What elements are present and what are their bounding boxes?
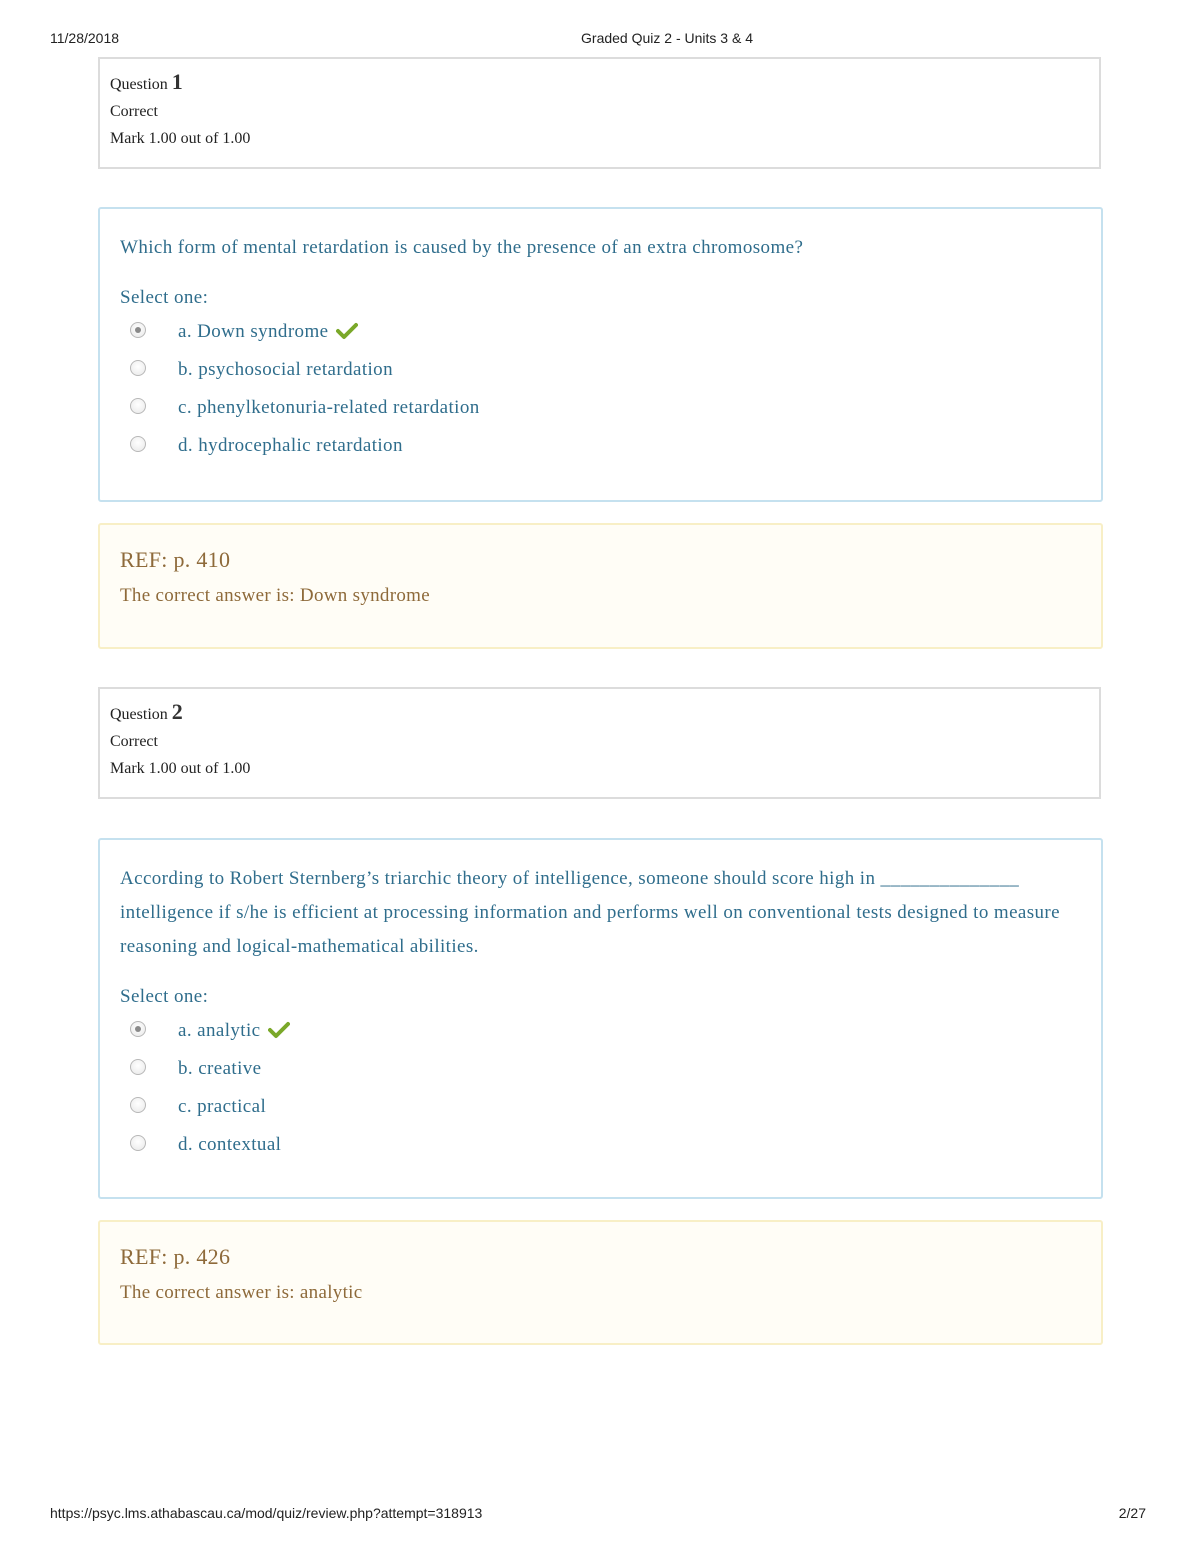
radio-button[interactable] — [130, 1097, 146, 1113]
correct-answer-text: The correct answer is: analytic — [120, 1282, 363, 1303]
answer-option[interactable] — [120, 313, 1081, 351]
radio-button-selected[interactable] — [130, 1021, 146, 1037]
feedback-reference: REF: p. 410 — [120, 547, 231, 572]
answer-option[interactable] — [120, 1012, 1081, 1050]
check-icon — [268, 1021, 290, 1039]
feedback-box-2 — [98, 1220, 1103, 1345]
select-prompt: Select one: — [120, 986, 209, 1007]
question-number: 1 — [171, 69, 183, 94]
print-header — [0, 30, 1200, 50]
radio-button[interactable] — [130, 398, 146, 414]
radio-button[interactable] — [130, 1135, 146, 1151]
answer-option[interactable] — [120, 351, 1081, 389]
question-label: Question — [110, 76, 168, 93]
select-prompt: Select one: — [120, 287, 209, 308]
print-url: https://psyc.lms.athabascau.ca/mod/quiz/review.php?attempt=318913 — [50, 1505, 483, 1521]
page-number: 2/27 — [1118, 1505, 1146, 1521]
question-text: According to Robert Sternberg’s triarchic theory of intelligence, someone should score high in ______________ intelligence if s/he is efficient at processing information and performs well on conventional tests designed to measure reasoning and logical-mathematical abilities. — [120, 868, 1060, 957]
question-status: Correct — [110, 733, 158, 750]
option-label: b. creative — [178, 1058, 262, 1079]
option-label: d. contextual — [178, 1134, 282, 1155]
answer-option[interactable] — [120, 389, 1081, 427]
answer-option[interactable] — [120, 1050, 1081, 1088]
option-label: d. hydrocephalic retardation — [178, 435, 403, 456]
option-label: c. practical — [178, 1096, 267, 1117]
option-label: c. phenylketonuria-related retardation — [178, 397, 480, 418]
feedback-reference: REF: p. 426 — [120, 1244, 231, 1269]
question-text: Which form of mental retardation is caused by the presence of an extra chromosome? — [120, 237, 804, 258]
answer-option[interactable] — [120, 1088, 1081, 1126]
print-title: Graded Quiz 2 - Units 3 & 4 — [581, 30, 753, 46]
question-info-1 — [98, 57, 1101, 169]
feedback-box-1 — [98, 523, 1103, 649]
option-label: b. psychosocial retardation — [178, 359, 393, 380]
question-number-1 — [110, 69, 1089, 95]
print-footer — [0, 1505, 1200, 1525]
check-icon — [336, 322, 358, 340]
radio-button[interactable] — [130, 436, 146, 452]
question-formulation-2 — [98, 838, 1103, 1199]
question-status: Correct — [110, 103, 158, 120]
print-date: 11/28/2018 — [50, 30, 120, 46]
question-mark: Mark 1.00 out of 1.00 — [110, 760, 251, 777]
question-label: Question — [110, 706, 168, 723]
option-label: a. Down syndrome — [178, 321, 329, 342]
correct-answer-text: The correct answer is: Down syndrome — [120, 585, 430, 606]
answer-option[interactable] — [120, 1126, 1081, 1164]
question-number: 2 — [171, 699, 183, 724]
answer-option[interactable] — [120, 427, 1081, 465]
question-info-2 — [98, 687, 1101, 799]
question-formulation-1 — [98, 207, 1103, 502]
option-label: a. analytic — [178, 1020, 261, 1041]
radio-button[interactable] — [130, 1059, 146, 1075]
question-number-2 — [110, 699, 1089, 725]
radio-button[interactable] — [130, 360, 146, 376]
question-mark: Mark 1.00 out of 1.00 — [110, 130, 251, 147]
radio-button-selected[interactable] — [130, 322, 146, 338]
